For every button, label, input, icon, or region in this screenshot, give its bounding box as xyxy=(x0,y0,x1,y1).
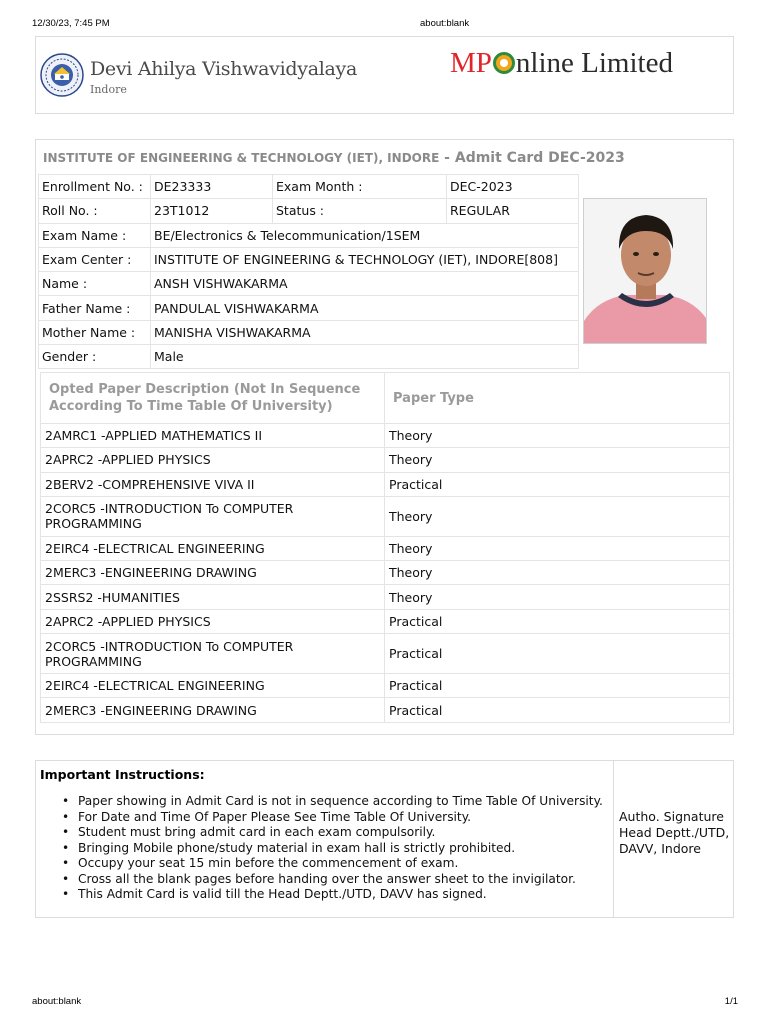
paper-description: 2EIRC4 -ELECTRICAL ENGINEERING xyxy=(41,674,385,698)
signature-block xyxy=(619,809,729,857)
name-label: Name : xyxy=(39,272,151,296)
paper-description: 2APRC2 -APPLIED PHYSICS xyxy=(41,448,385,472)
papers-table xyxy=(40,372,730,723)
paper-type: Practical xyxy=(385,472,730,496)
paper-type: Theory xyxy=(385,448,730,472)
paper-description: 2AMRC1 -APPLIED MATHEMATICS II xyxy=(41,424,385,448)
paper-type: Practical xyxy=(385,609,730,633)
table-header-row xyxy=(41,373,730,424)
university-seal-icon xyxy=(40,53,84,97)
print-header xyxy=(32,18,738,32)
table-row xyxy=(41,634,730,674)
status-label: Status : xyxy=(273,199,447,223)
paper-description: 2MERC3 -ENGINEERING DRAWING xyxy=(41,698,385,722)
paper-description: 2CORC5 -INTRODUCTION To COMPUTER PROGRAMMING xyxy=(41,634,385,674)
print-footer-url: about:blank xyxy=(32,996,82,1007)
mother-name-label: Mother Name : xyxy=(39,320,151,344)
paper-type: Practical xyxy=(385,698,730,722)
table-row xyxy=(39,272,579,296)
enrollment-value: DE23333 xyxy=(151,175,273,199)
exam-center-value: INSTITUTE OF ENGINEERING & TECHNOLOGY (IET), INDORE[808] xyxy=(151,247,579,271)
mp-logo-suffix: nline Limited xyxy=(515,47,673,79)
instructions-title: Important Instructions: xyxy=(40,767,205,782)
father-name-label: Father Name : xyxy=(39,296,151,320)
signature-line: DAVV, Indore xyxy=(619,841,701,856)
university-city: Indore xyxy=(90,83,127,96)
mother-name-value: MANISHA VISHWAKARMA xyxy=(151,320,579,344)
name-value: ANSH VISHWAKARMA xyxy=(151,272,579,296)
exam-center-label: Exam Center : xyxy=(39,247,151,271)
instructions-box xyxy=(35,760,734,918)
paper-type: Theory xyxy=(385,496,730,536)
paper-type: Theory xyxy=(385,536,730,560)
university-name: Devi Ahilya Vishwavidyalaya xyxy=(90,58,357,80)
list-item: • Student must bring admit card in each exam compulsorily. xyxy=(62,825,603,841)
table-row xyxy=(41,674,730,698)
table-row xyxy=(39,320,579,344)
father-name-value: PANDULAL VISHWAKARMA xyxy=(151,296,579,320)
table-row xyxy=(41,424,730,448)
mp-logo-prefix: MP xyxy=(450,47,492,79)
header-banner xyxy=(35,36,734,114)
table-row xyxy=(39,223,579,247)
exam-month-value: DEC-2023 xyxy=(447,175,579,199)
paper-description: 2APRC2 -APPLIED PHYSICS xyxy=(41,609,385,633)
paper-description: 2MERC3 -ENGINEERING DRAWING xyxy=(41,561,385,585)
exam-name-label: Exam Name : xyxy=(39,223,151,247)
table-row xyxy=(39,247,579,271)
page-number: 1/1 xyxy=(724,996,738,1007)
paper-description: 2BERV2 -COMPREHENSIVE VIVA II xyxy=(41,472,385,496)
list-item: • Paper showing in Admit Card is not in sequence according to Time Table Of University. xyxy=(62,794,603,810)
table-row xyxy=(41,472,730,496)
table-row xyxy=(41,585,730,609)
gender-value: Male xyxy=(151,345,579,369)
table-row xyxy=(39,345,579,369)
paper-type: Practical xyxy=(385,674,730,698)
list-item: • Cross all the blank pages before handing over the answer sheet to the invigilator. xyxy=(62,872,603,888)
paper-description-header: Opted Paper Description (Not In Sequence According To Time Table Of University) xyxy=(41,373,385,424)
gender-label: Gender : xyxy=(39,345,151,369)
mp-online-logo xyxy=(450,47,673,80)
admit-card-suffix: - Admit Card DEC-2023 xyxy=(439,150,625,166)
table-row xyxy=(39,199,579,223)
mp-online-o-icon xyxy=(493,49,515,71)
list-item: • Occupy your seat 15 min before the commencement of exam. xyxy=(62,856,603,872)
exam-month-label: Exam Month : xyxy=(273,175,447,199)
paper-type: Practical xyxy=(385,634,730,674)
instructions-panel xyxy=(36,761,614,917)
paper-type: Theory xyxy=(385,424,730,448)
paper-type-header: Paper Type xyxy=(385,373,730,424)
institute-name: INSTITUTE OF ENGINEERING & TECHNOLOGY (IET), INDORE xyxy=(43,151,440,165)
roll-value: 23T1012 xyxy=(151,199,273,223)
table-row xyxy=(41,698,730,722)
student-info-table xyxy=(38,174,579,369)
list-item: • For Date and Time Of Paper Please See Time Table Of University. xyxy=(62,810,603,826)
paper-description: 2EIRC4 -ELECTRICAL ENGINEERING xyxy=(41,536,385,560)
signature-line: Autho. Signature xyxy=(619,809,724,824)
list-item: • This Admit Card is valid till the Head Deptt./UTD, DAVV has signed. xyxy=(62,887,603,903)
exam-name-value: BE/Electronics & Telecommunication/1SEM xyxy=(151,223,579,247)
table-row xyxy=(39,175,579,199)
admit-card-title xyxy=(43,150,625,166)
paper-type: Theory xyxy=(385,585,730,609)
admit-card xyxy=(35,139,734,735)
print-footer xyxy=(32,996,738,1010)
status-value: REGULAR xyxy=(447,199,579,223)
table-row xyxy=(41,561,730,585)
signature-line: Head Deptt./UTD, xyxy=(619,825,730,840)
roll-label: Roll No. : xyxy=(39,199,151,223)
student-photo xyxy=(583,198,707,344)
paper-description: 2SSRS2 -HUMANITIES xyxy=(41,585,385,609)
paper-type: Theory xyxy=(385,561,730,585)
table-row xyxy=(41,609,730,633)
table-row xyxy=(41,496,730,536)
table-row xyxy=(41,536,730,560)
instructions-list xyxy=(62,794,603,903)
print-header-url: about:blank xyxy=(420,18,470,29)
table-row xyxy=(41,448,730,472)
list-item: • Bringing Mobile phone/study material in exam hall is strictly prohibited. xyxy=(62,841,603,857)
print-datetime: 12/30/23, 7:45 PM xyxy=(32,18,110,29)
paper-description: 2CORC5 -INTRODUCTION To COMPUTER PROGRAMMING xyxy=(41,496,385,536)
table-row xyxy=(39,296,579,320)
enrollment-label: Enrollment No. : xyxy=(39,175,151,199)
